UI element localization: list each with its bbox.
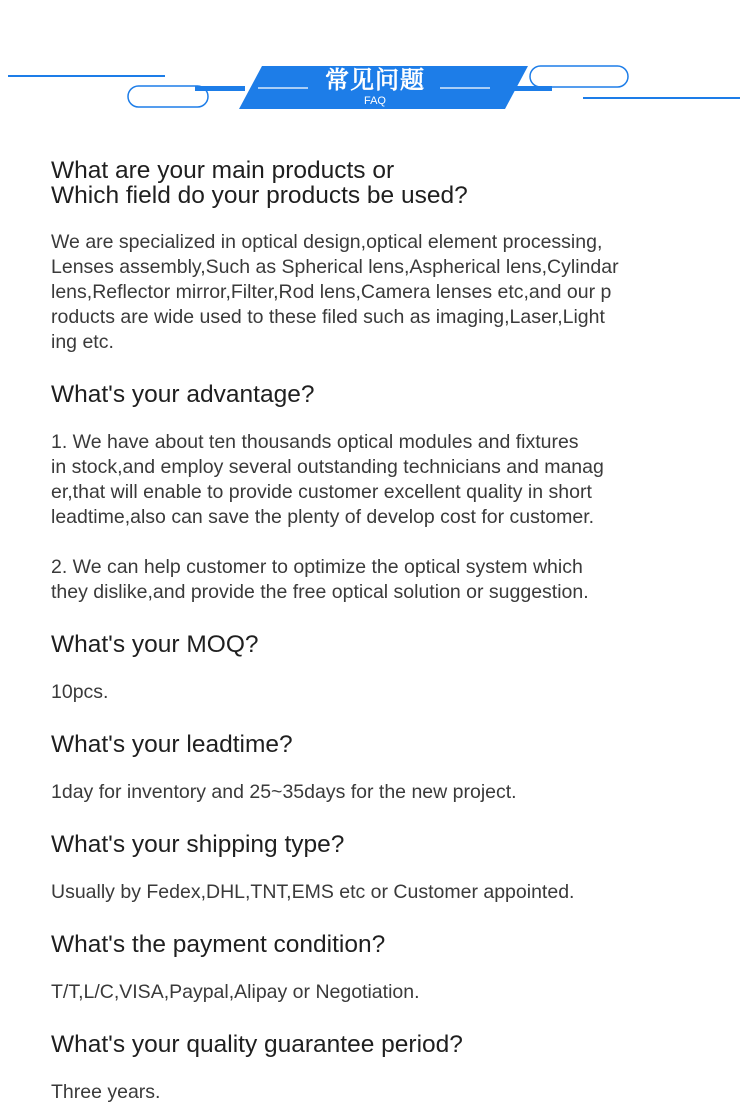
faq-answer-1: We are specialized in optical design,optical element processing, Lenses assembly,Such as Spherical lens,Aspherical lens,Cylindar lens,Reflector mirror,Filter,Rod lens,Camera lenses etc,and our p roducts are wide used to these filed such as imaging,Laser,Light ing etc. (51, 231, 619, 353)
faq-question-6: What's the payment condition? (51, 931, 386, 958)
banner-title: 常见问题 (325, 66, 425, 94)
faq-answer-6: T/T,L/C,VISA,Paypal,Alipay or Negotiation. (51, 981, 420, 1003)
banner-subtitle: FAQ (363, 95, 386, 107)
faq-answer-5: Usually by Fedex,DHL,TNT,EMS etc or Customer appointed. (51, 881, 575, 903)
faq-question-3: What's your MOQ? (51, 631, 259, 658)
banner-decoration-icon (0, 0, 750, 130)
faq-answer-2: 1. We have about ten thousands optical modules and fixtures in stock,and employ several outstanding technicians and manag er,that will enable to provide customer excellent quality in short leadtime,also can save the plenty of develop cost for customer. (51, 431, 604, 528)
faq-question-2: What's your advantage? (51, 381, 315, 408)
faq-banner (0, 0, 750, 130)
faq-answer-4: 1day for inventory and 25~35days for the new project. (51, 781, 517, 803)
faq-question-5: What's your shipping type? (51, 831, 345, 858)
faq-answer-3: 10pcs. (51, 681, 109, 703)
faq-answer-7: Three years. (51, 1081, 161, 1103)
faq-question-4: What's your leadtime? (51, 731, 293, 758)
faq-answer-2b: 2. We can help customer to optimize the optical system which they dislike,and provide the free optical solution or suggestion. (51, 556, 589, 603)
faq-question-1: What are your main products or Which field do your products be used? (51, 157, 468, 209)
faq-question-7: What's your quality guarantee period? (51, 1031, 463, 1058)
